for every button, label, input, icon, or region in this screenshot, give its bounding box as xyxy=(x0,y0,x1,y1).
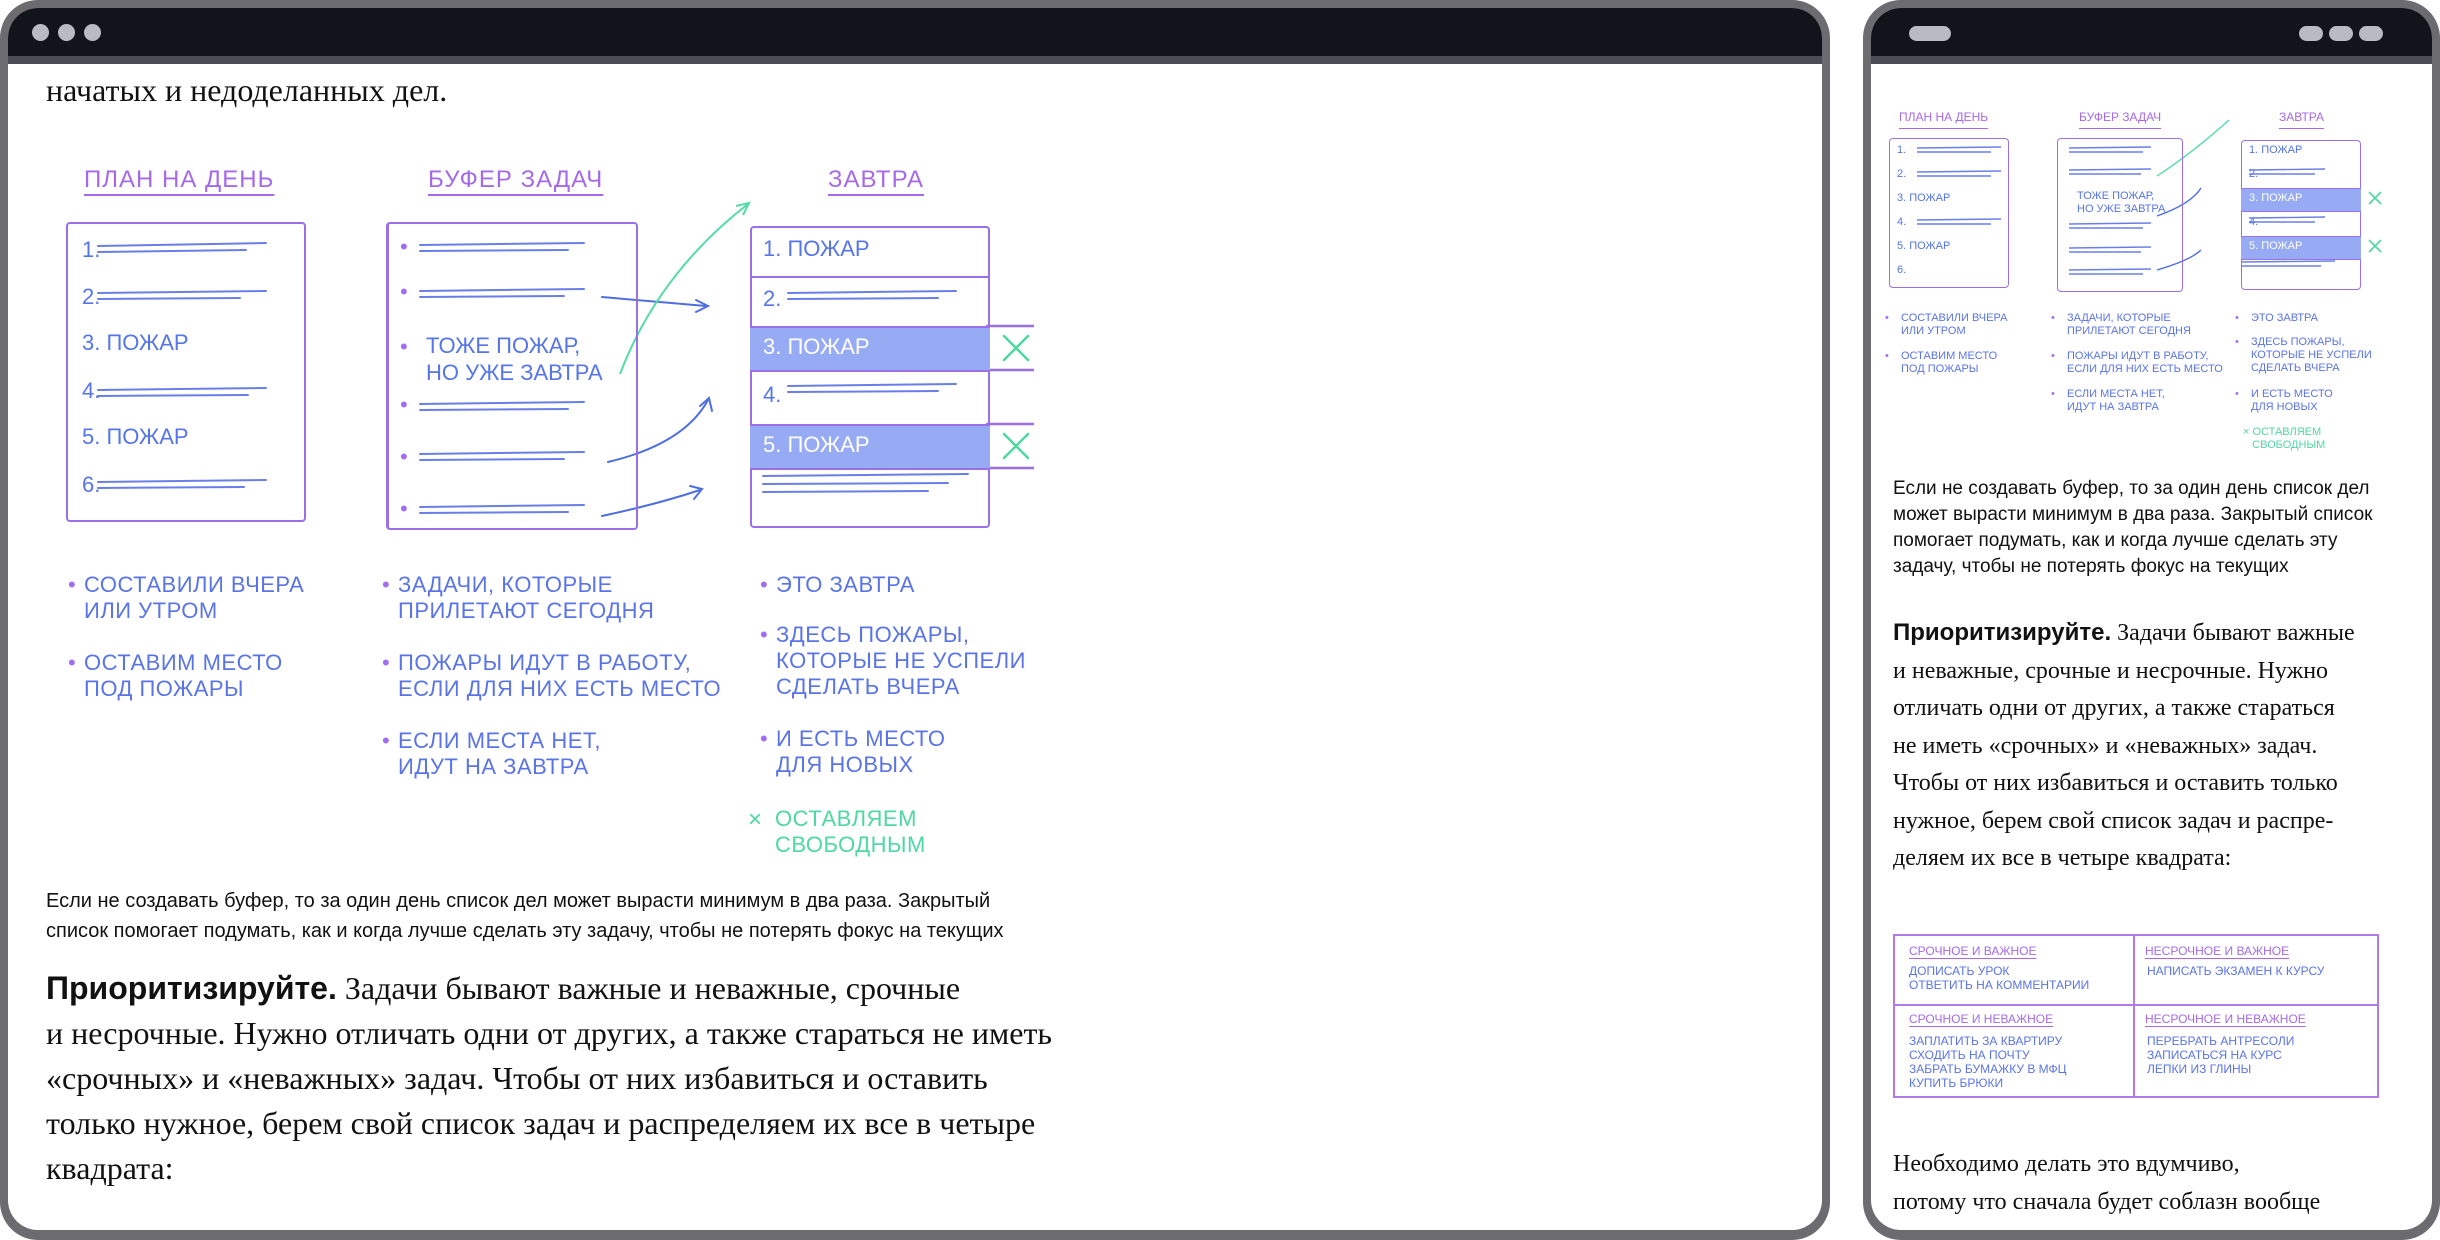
mobile-figure-caption: Если не создавать буфер, то за один день список дел может вырасти минимум в два раза. Закрытый список помогает подумать, как и когда лучше сделать эту задачу, чтобы не потерять фокус на текущих xyxy=(1893,478,2373,577)
free-cross-icon: × xyxy=(748,806,763,833)
mobile-plan-bullet: • СОСТАВИЛИ ВЧЕРА ИЛИ УТРОМ xyxy=(1901,312,2007,338)
mobile-prioritize-paragraph xyxy=(1893,614,2355,878)
mobile-tomorrow-row: 4. xyxy=(2249,216,2259,228)
mobile-plan-row: 2. xyxy=(1897,168,1907,180)
desktop-screen xyxy=(8,8,1822,1230)
mobile-tomorrow-row: 3. ПОЖАР xyxy=(2249,192,2303,204)
mobile-buffer-bullet: • ЗАДАЧИ, КОТОРЫЕ ПРИЛЕТАЮТ СЕГОДНЯ xyxy=(2067,312,2191,338)
mobile-next-paragraph: Необходимо делать это вдумчиво, потому что сначала будет соблазн вообще xyxy=(1893,1151,2321,1215)
buffer-bullet-dot: • xyxy=(400,279,408,304)
mobile-plan-row: 3. ПОЖАР xyxy=(1897,192,1951,204)
tomorrow-bullet: • ЗДЕСЬ ПОЖАРЫ, КОТОРЫЕ НЕ УСПЕЛИ СДЕЛАТЬ ВЧЕРА xyxy=(776,622,1026,700)
mobile-plan-bullet: • ОСТАВИМ МЕСТО ПОД ПОЖАРЫ xyxy=(1901,350,1997,376)
matrix-divider-vertical xyxy=(2133,936,2135,1096)
buffer-bullet-dot: • xyxy=(400,234,408,259)
buffer-bullet: • ЗАДАЧИ, КОТОРЫЕ ПРИЛЕТАЮТ СЕГОДНЯ xyxy=(398,572,654,624)
prioritize-paragraph xyxy=(46,966,1052,1191)
figure-caption: Если не создавать буфер, то за один день список дел может вырасти минимум в два раза. Закрытый список помогает подумать, как и когда лучше сделать эту задачу, чтобы не потерять фокус на текущих xyxy=(46,890,1004,942)
matrix-divider-horizontal xyxy=(1895,1004,2377,1006)
intro-tail-text: начатых и недоделанных дел. xyxy=(46,72,448,108)
buffer-bullet-dot: • xyxy=(400,496,408,521)
buffer-bullet: • ПОЖАРЫ ИДУТ В РАБОТУ, ЕСЛИ ДЛЯ НИХ ЕСТЬ МЕСТО xyxy=(398,650,721,702)
mobile-tomorrow-title: ЗАВТРА xyxy=(2279,110,2324,124)
titlebar-divider xyxy=(8,56,1822,64)
mobile-tomorrow-bullet: • ЭТО ЗАВТРА xyxy=(2251,312,2318,325)
mobile-tomorrow-row: 5. ПОЖАР xyxy=(2249,240,2303,252)
plan-column-title: ПЛАН НА ДЕНЬ xyxy=(84,166,275,193)
mobile-free-note: × ОСТАВЛЯЕМ СВОБОДНЫМ xyxy=(2243,426,2326,451)
mobile-prioritize-heading: Приоритизируйте. xyxy=(1893,619,2112,646)
mobile-control-pill[interactable] xyxy=(2329,26,2353,41)
mobile-plan-title: ПЛАН НА ДЕНЬ xyxy=(1899,110,1989,124)
plan-row: 4. xyxy=(82,378,101,403)
tomorrow-paper xyxy=(750,226,990,528)
titlebar-divider xyxy=(1871,56,2432,64)
matrix-quadrant-items: ЗАПЛАТИТЬ ЗА КВАРТИРУ СХОДИТЬ НА ПОЧТУ ЗАБРАТЬ БУМАЖКУ В МФЦ КУПИТЬ БРЮКИ xyxy=(1909,1034,2067,1090)
buffer-diagram xyxy=(8,64,1108,864)
free-slot-note: ОСТАВЛЯЕМ СВОБОДНЫМ xyxy=(775,806,926,857)
mobile-tomorrow-row: 2. xyxy=(2249,168,2259,180)
plan-row: 5. ПОЖАР xyxy=(82,424,189,449)
window-control-dot[interactable] xyxy=(32,24,49,41)
tomorrow-row: 1. ПОЖАР xyxy=(763,236,870,261)
desktop-article[interactable] xyxy=(8,64,1822,1230)
mobile-buffer-title: БУФЕР ЗАДАЧ xyxy=(2079,110,2162,124)
tomorrow-row: 4. xyxy=(763,382,782,407)
matrix-quadrant-title: НЕСРОЧНОЕ И ВАЖНОЕ xyxy=(2145,944,2290,958)
matrix-quadrant-title: НЕСРОЧНОЕ И НЕВАЖНОЕ xyxy=(2145,1012,2306,1026)
mobile-plan-row: 1. xyxy=(1897,144,1907,156)
mobile-plan-row: 6. xyxy=(1897,264,1907,276)
desktop-titlebar xyxy=(8,8,1822,56)
mobile-tomorrow-bullet: • И ЕСТЬ МЕСТО ДЛЯ НОВЫХ xyxy=(2251,388,2333,414)
prioritize-body: Задачи бывают важные и неважные, срочные и несрочные. Нужно отличать одни от других, а также стараться не иметь «срочных» и «неважных» задач. Чтобы от них избавиться и оставить только нужное, берем свой список задач и распределяем их все в четыре квадрата: xyxy=(46,970,1053,1186)
plan-row: 3. ПОЖАР xyxy=(82,330,189,355)
buffer-bullet-dot: • xyxy=(400,392,408,417)
mobile-device-frame xyxy=(1863,0,2440,1240)
mobile-control-pill[interactable] xyxy=(2359,26,2383,41)
mobile-tomorrow-row: 1. ПОЖАР xyxy=(2249,144,2303,156)
tomorrow-column-title: ЗАВТРА xyxy=(828,166,924,193)
prioritize-heading: Приоритизируйте. xyxy=(46,970,337,1006)
mobile-buffer-bullet: • ЕСЛИ МЕСТА НЕТ, ИДУТ НА ЗАВТРА xyxy=(2067,388,2165,414)
mobile-plan-row: 4. xyxy=(1897,216,1907,228)
plan-row: 2. xyxy=(82,284,101,309)
matrix-quadrant-items: ПЕРЕБРАТЬ АНТРЕСОЛИ ЗАПИСАТЬСЯ НА КУРС ЛЕПКИ ИЗ ГЛИНЫ xyxy=(2147,1034,2295,1076)
priority-matrix xyxy=(1893,934,2379,1098)
mobile-tomorrow-bullet: • ЗДЕСЬ ПОЖАРЫ, КОТОРЫЕ НЕ УСПЕЛИ СДЕЛАТЬ ВЧЕРА xyxy=(2251,336,2372,375)
tomorrow-row: 3. ПОЖАР xyxy=(763,334,870,359)
mobile-buffer-note: ТОЖЕ ПОЖАР, НО УЖЕ ЗАВТРА xyxy=(2077,190,2166,215)
plan-bullet: • СОСТАВИЛИ ВЧЕРА ИЛИ УТРОМ xyxy=(84,572,304,624)
matrix-quadrant-items: НАПИСАТЬ ЭКЗАМЕН К КУРСУ xyxy=(2147,964,2325,978)
tomorrow-bullet: • И ЕСТЬ МЕСТО ДЛЯ НОВЫХ xyxy=(776,726,945,778)
buffer-bullet-dot: • xyxy=(400,444,408,469)
tomorrow-row: 2. xyxy=(763,286,782,311)
tomorrow-bullet: • ЭТО ЗАВТРА xyxy=(776,572,915,598)
buffer-column-title: БУФЕР ЗАДАЧ xyxy=(428,166,604,193)
mobile-tomorrow-paper xyxy=(2241,140,2361,290)
mobile-menu-pill[interactable] xyxy=(1909,26,1951,41)
mobile-plan-paper xyxy=(1889,138,2009,288)
mobile-titlebar xyxy=(1871,8,2432,56)
plan-row: 1. xyxy=(82,237,101,262)
buffer-bullet-dot: • xyxy=(400,334,408,359)
mobile-buffer-diagram xyxy=(1871,64,2432,464)
mobile-screen xyxy=(1871,8,2432,1230)
buffer-bullet: • ЕСЛИ МЕСТА НЕТ, ИДУТ НА ЗАВТРА xyxy=(398,728,601,780)
tomorrow-row: 5. ПОЖАР xyxy=(763,432,870,457)
mobile-plan-row: 5. ПОЖАР xyxy=(1897,240,1951,252)
plan-row: 6. xyxy=(82,472,101,497)
mobile-control-pill[interactable] xyxy=(2299,26,2323,41)
window-control-dot[interactable] xyxy=(84,24,101,41)
tomorrow-row-divider xyxy=(750,276,990,278)
matrix-quadrant-items: ДОПИСАТЬ УРОК ОТВЕТИТЬ НА КОММЕНТАРИИ xyxy=(1909,964,2090,992)
plan-paper xyxy=(66,222,306,522)
window-control-dot[interactable] xyxy=(58,24,75,41)
buffer-note: ТОЖЕ ПОЖАР, НО УЖЕ ЗАВТРА xyxy=(426,333,603,385)
mobile-buffer-bullet: • ПОЖАРЫ ИДУТ В РАБОТУ, ЕСЛИ ДЛЯ НИХ ЕСТЬ МЕСТО xyxy=(2067,350,2223,376)
matrix-quadrant-title: СРОЧНОЕ И ВАЖНОЕ xyxy=(1909,944,2037,958)
plan-bullet: • ОСТАВИМ МЕСТО ПОД ПОЖАРЫ xyxy=(84,650,283,702)
mobile-article[interactable] xyxy=(1871,64,2432,1230)
mobile-prioritize-body: Задачи бывают важные и неважные, срочные и несрочные. Нужно отличать одни от других, а также стараться не иметь «срочных» и «неважных» задач. Чтобы от них избавиться и оставить только нужное, берем свой список задач и распре- деляем их все в четыре квадрата: xyxy=(1893,620,2355,871)
matrix-quadrant-title: СРОЧНОЕ И НЕВАЖНОЕ xyxy=(1909,1012,2054,1026)
